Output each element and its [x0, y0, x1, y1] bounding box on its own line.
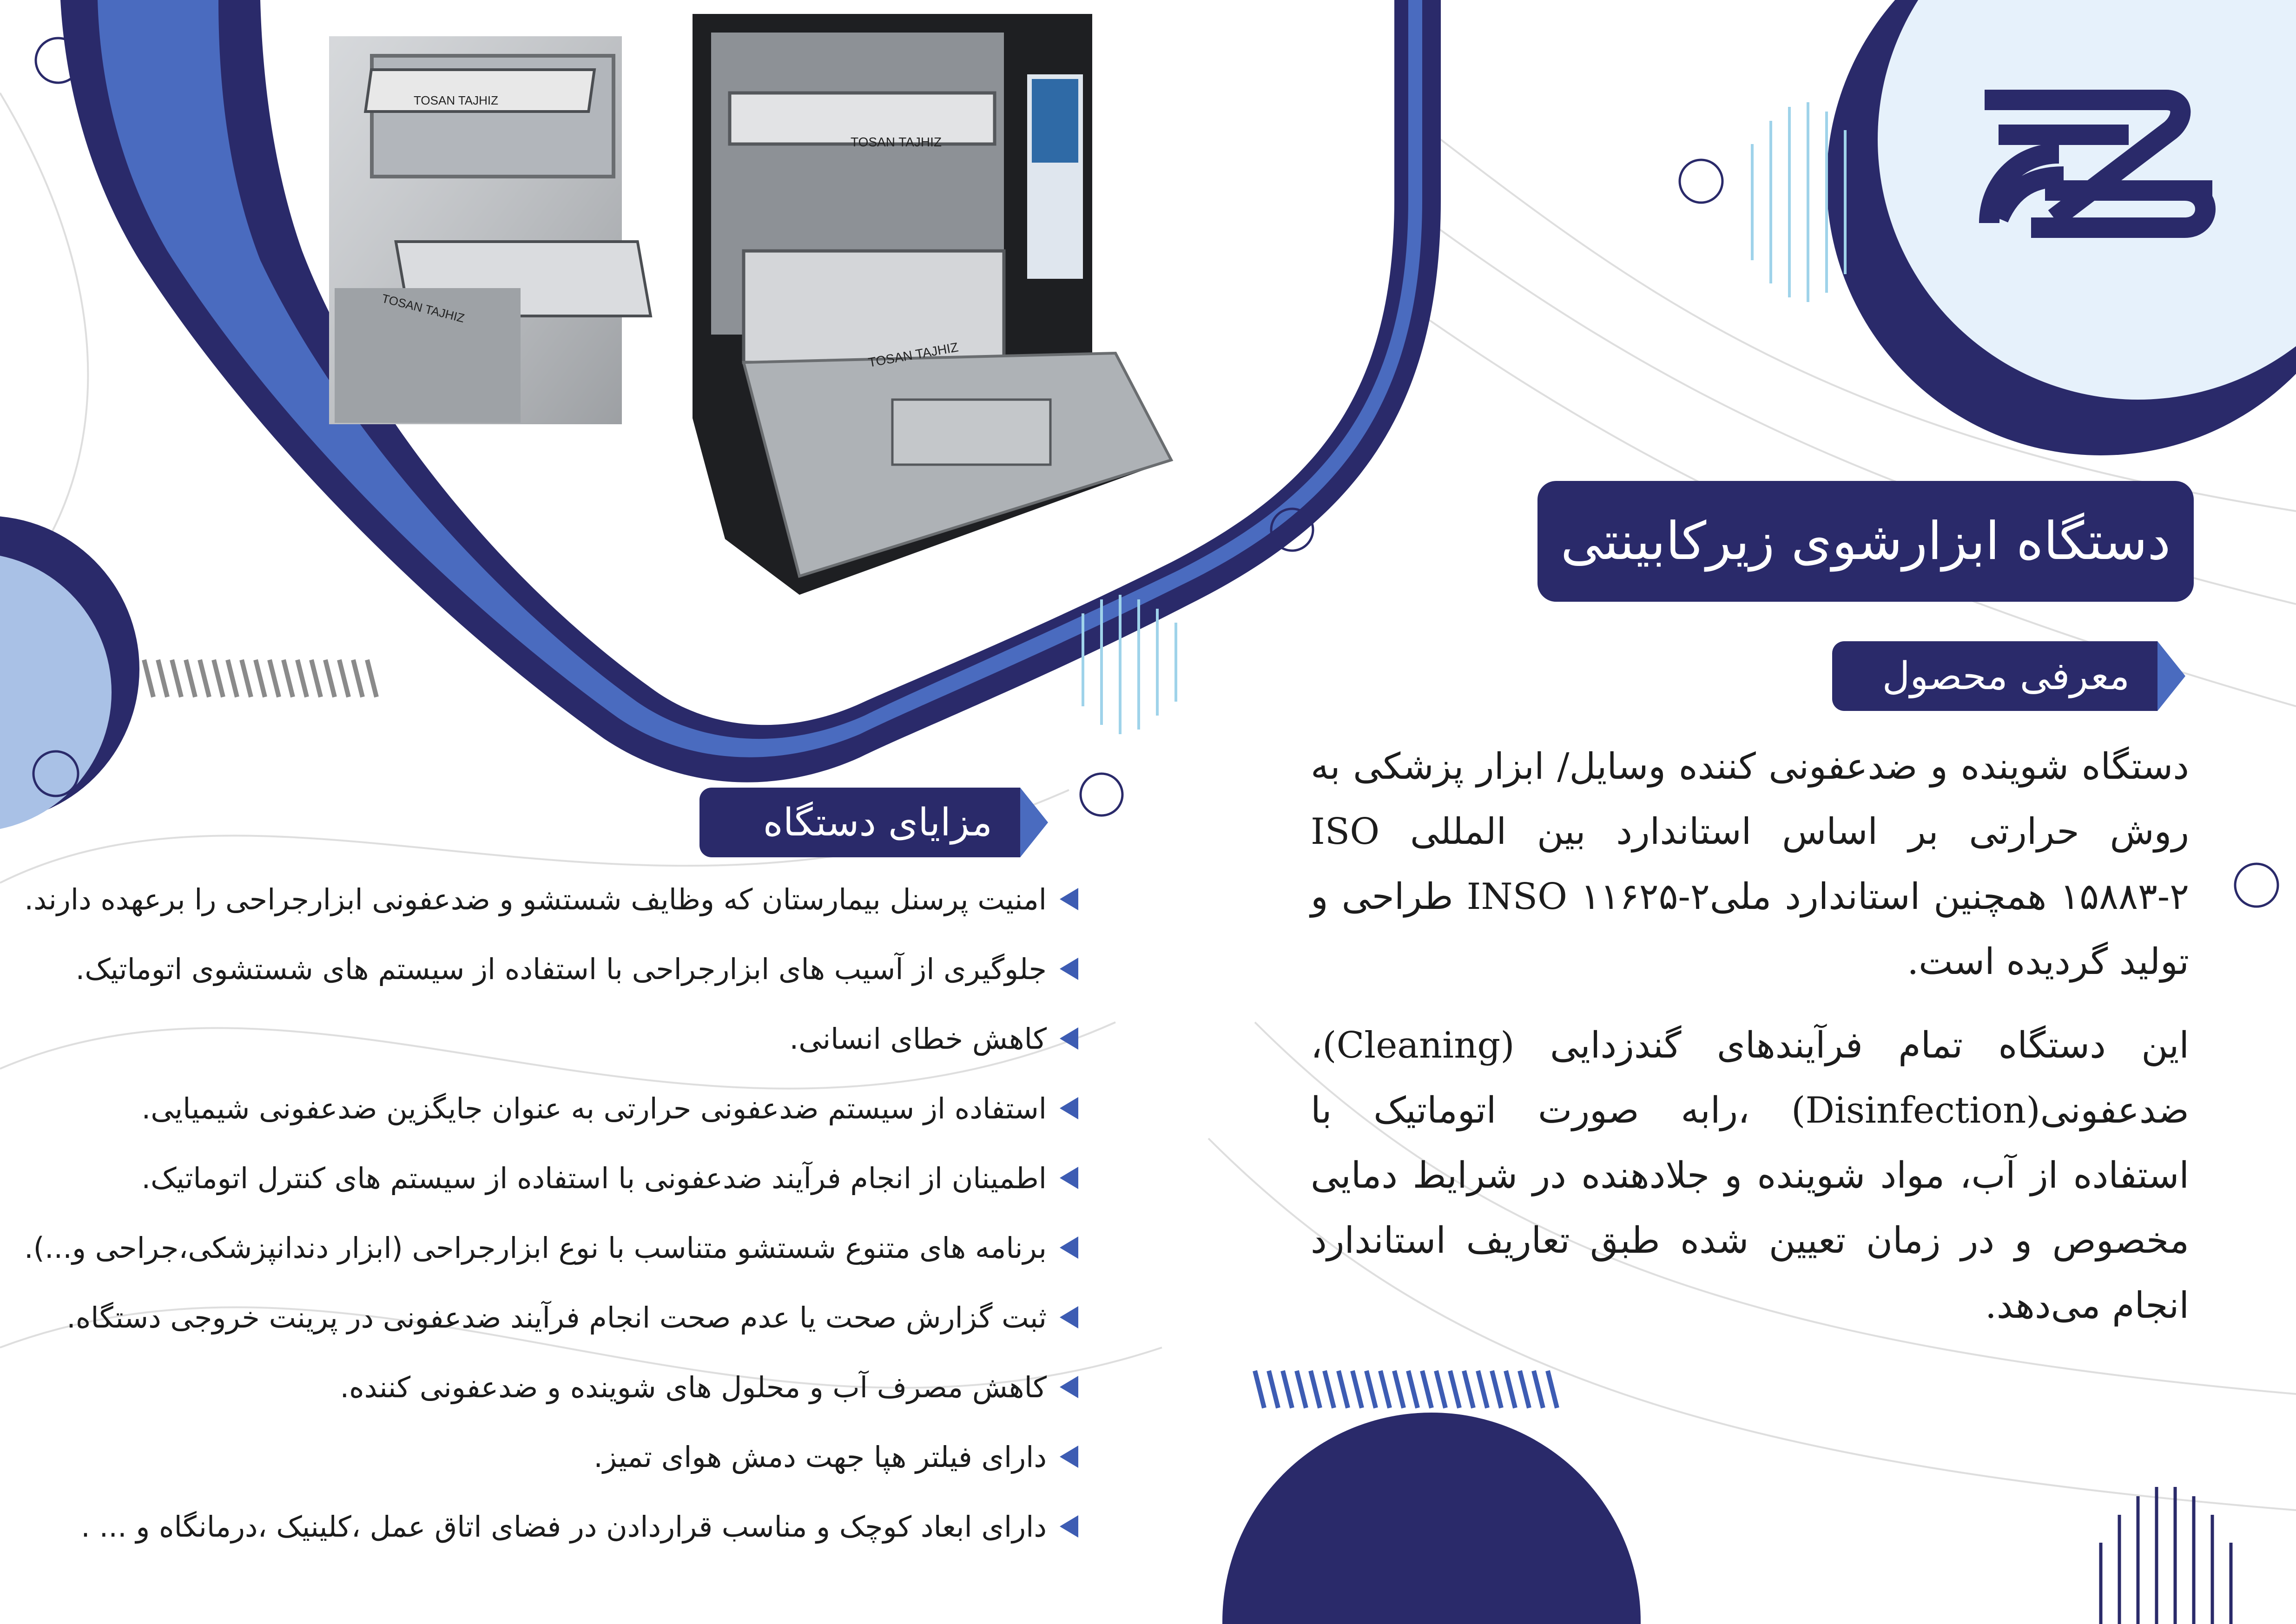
intro-heading-arrow-icon [2157, 641, 2185, 711]
list-item: استفاده از سیستم ضدعفونی حرارتی به عنوان جایگزین ضدعفونی شیمیایی. [0, 1073, 1078, 1143]
bottom-circle-navy [1222, 1413, 1641, 1624]
list-item: جلوگیری از آسیب های ابزارجراحی با استفاده از سیستم های شستشوی اتوماتیک. [0, 934, 1078, 1004]
svg-text:TOSAN TAJHIZ: TOSAN TAJHIZ [867, 340, 960, 370]
product-photo-small [329, 36, 651, 424]
benefits-heading-tag [699, 788, 1020, 857]
page-title [1537, 481, 2194, 602]
bullet-arrow-icon [1060, 888, 1078, 910]
bullet-arrow-icon [1060, 1027, 1078, 1050]
list-item: کاهش مصرف آب و محلول های شوینده و ضدعفونی کننده. [0, 1352, 1078, 1422]
svg-text:TOSAN TAJHIZ: TOSAN TAJHIZ [380, 291, 466, 325]
bullet-arrow-icon [1060, 958, 1078, 980]
bullet-arrow-icon [1060, 1376, 1078, 1398]
bullet-arrow-icon [1060, 1515, 1078, 1538]
intro-text [1311, 734, 2189, 1338]
svg-text:TOSAN TAJHIZ: TOSAN TAJHIZ [851, 135, 942, 149]
intro-paragraph-2: این دستگاه تمام فرآیندهای گندزدایی (Cleaning)، ضدعفونی(Disinfection) ،رابه صورت اتوماتیک با استفاده از آب، مواد شوینده و جلادهنده در شرایط دمایی مخصوص و در زمان تعیین شده طبق تعاریف استاندارد انجام می‌دهد. [1311, 1025, 2189, 1327]
benefits-heading: مزایای دستگاه [763, 800, 992, 845]
bullet-arrow-icon [1060, 1446, 1078, 1468]
intro-paragraph-1: دستگاه شوینده و ضدعفونی کننده وسایل/ ابزار پزشکی به روش حرارتی بر اساس استاندارد بین المللی ISO ۱۵۸۸۳-۲ همچنین استاندارد ملیINSO ۱۱۶۲۵-۲ طراحی و تولید گردیده است. [1311, 746, 2189, 983]
page-title-text: دستگاه ابزارشوی زیرکابینتی [1560, 511, 2171, 572]
list-item: دارای ابعاد کوچک و مناسب قراردادن در فضای اتاق عمل ،کلینیک ،درمانگاه و ... . [0, 1492, 1078, 1561]
list-item: برنامه های متنوع شستشو متناسب با نوع ابزارجراحی (ابزار دندانپزشکی،جراحی و...). [0, 1213, 1078, 1282]
benefits-heading-arrow-icon [1020, 788, 1048, 857]
list-item: ثبت گزارش صحت یا عدم صحت انجام فرآیند ضدعفونی در پرینت خروجی دستگاه. [0, 1282, 1078, 1352]
intro-heading-tag [1832, 641, 2157, 711]
list-item: کاهش خطای انسانی. [0, 1004, 1078, 1073]
list-item: دارای فیلتر هپا جهت دمش هوای تمیز. [0, 1422, 1078, 1492]
bullet-arrow-icon [1060, 1167, 1078, 1189]
intro-heading: معرفی محصول [1882, 654, 2130, 698]
bullet-arrow-icon [1060, 1236, 1078, 1259]
bullet-arrow-icon [1060, 1097, 1078, 1119]
benefits-list [0, 864, 1078, 1561]
bullet-arrow-icon [1060, 1306, 1078, 1328]
list-item: امنیت پرسنل بیمارستان که وظایف شستشو و ضدعفونی ابزارجراحی را برعهده دارند. [0, 864, 1078, 934]
list-item: اطمینان از انجام فرآیند ضدعفونی با استفاده از سیستم های کنترل اتوماتیک. [0, 1143, 1078, 1213]
svg-text:TOSAN TAJHIZ: TOSAN TAJHIZ [414, 93, 499, 107]
